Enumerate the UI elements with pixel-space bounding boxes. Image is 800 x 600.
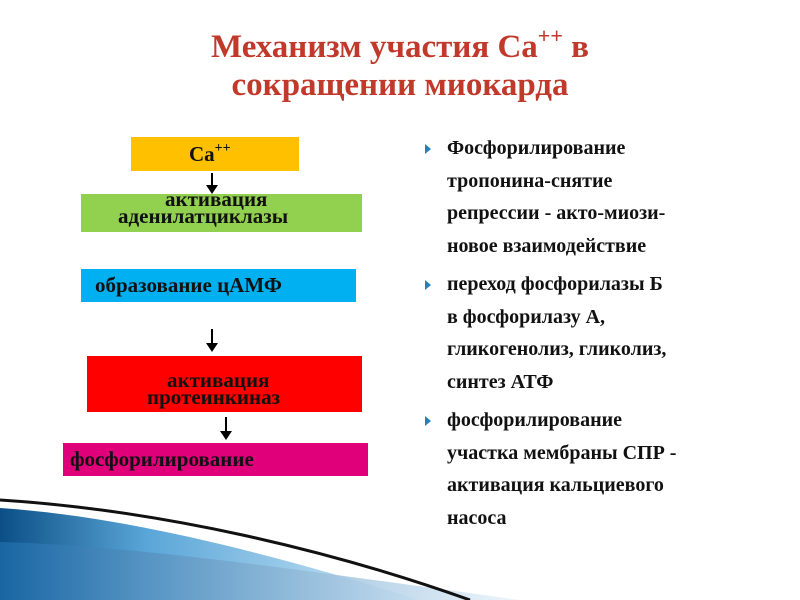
flow-box-ca [131, 137, 299, 171]
bullet-item: фосфорилирование участка мембраны СПР - активация кальциевого насоса [422, 404, 782, 534]
flow-box-camp [81, 269, 356, 302]
slide-title [0, 23, 800, 104]
flow-box-ca-sup: ++ [214, 141, 231, 156]
decorative-wave [0, 480, 800, 600]
flow-box-adenylate-cyclase [81, 187, 362, 232]
bullet-arrow-icon [425, 416, 431, 426]
flow-arrow-2 [205, 329, 219, 353]
flow-box-adenylate-cyclase-line1: активация [165, 187, 268, 211]
flow-arrow-3 [219, 417, 233, 441]
bullet-arrow-icon [425, 144, 431, 154]
flow-box-protein-kinase [87, 356, 362, 412]
bullet-item: переход фосфорилазы Б в фосфорилазу А, гликогенолиз, гликолиз, синтез АТФ [422, 268, 782, 398]
title-line1: Механизм участия Ca [211, 29, 538, 65]
title-line1-end: в [562, 29, 589, 65]
flow-box-phosphorylation-label: фосфорилирование [70, 447, 254, 471]
title-superscript: ++ [537, 23, 563, 48]
flow-box-camp-label: образование цАМФ [95, 273, 282, 297]
flow-box-phosphorylation [63, 443, 368, 476]
flow-box-protein-kinase-line2: протеинкиназ [147, 385, 281, 409]
flow-box-protein-kinase-line1: активация [167, 368, 270, 392]
bullet-item: Фосфорилирование тропонина-снятие репрессии - акто-миози- новое взаимодействие [422, 132, 782, 262]
flow-box-ca-label: Ca [189, 142, 215, 166]
bullet-arrow-icon [425, 280, 431, 290]
bullet-list [422, 132, 782, 540]
flow-box-adenylate-cyclase-line2: аденилатциклазы [118, 204, 289, 228]
title-line2: сокращении миокарда [231, 67, 569, 103]
